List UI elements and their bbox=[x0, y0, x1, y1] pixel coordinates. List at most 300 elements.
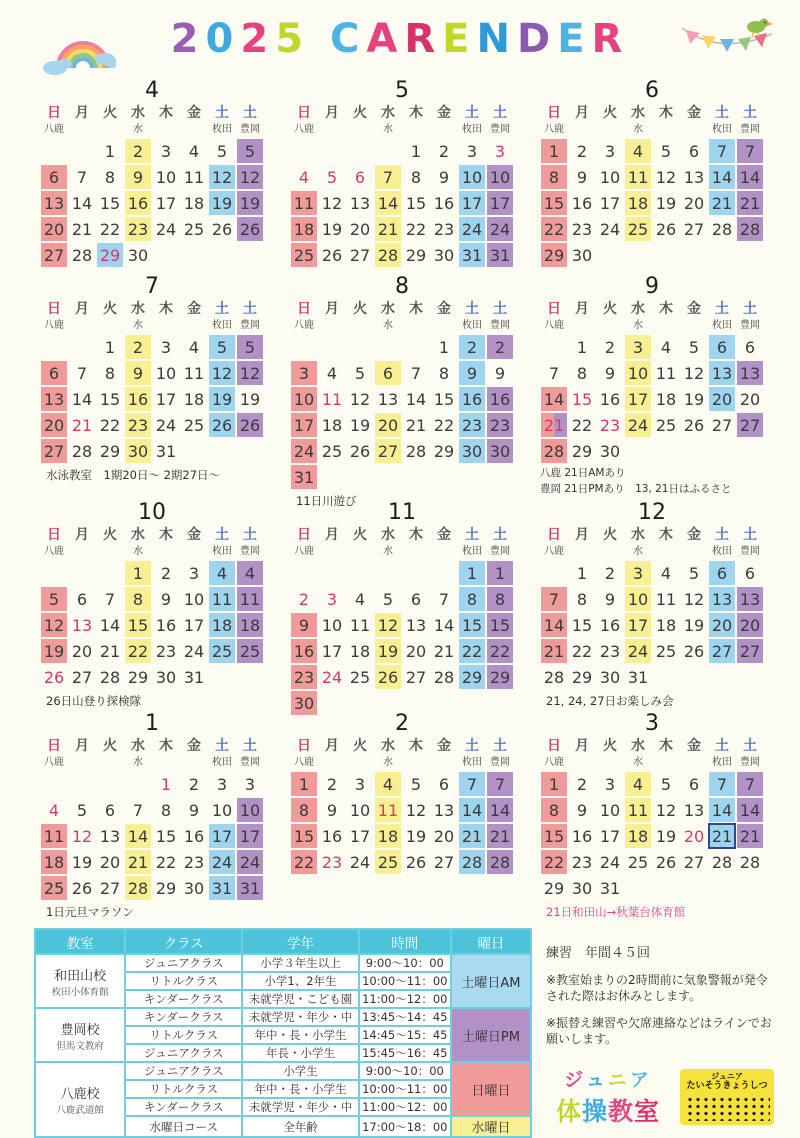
day-cell bbox=[374, 138, 402, 164]
day-cell: 5 bbox=[236, 334, 264, 360]
day-cell bbox=[236, 664, 264, 690]
day-cell: 6 bbox=[40, 360, 68, 386]
day-cell: 27 bbox=[374, 438, 402, 464]
day-cell: 15 bbox=[571, 615, 593, 635]
day-cell: 11 bbox=[624, 797, 652, 823]
day-cell: 15 bbox=[458, 612, 486, 638]
day-cell: 11 bbox=[624, 164, 652, 190]
venue-label: 八鹿 bbox=[294, 546, 314, 557]
day-cell: 3 bbox=[160, 337, 172, 357]
weekday-header: 火 bbox=[103, 527, 117, 543]
month-number: 8 bbox=[395, 274, 409, 299]
day-cell: 3 bbox=[624, 334, 652, 360]
venue-label: 枚田 bbox=[462, 757, 482, 768]
day-cell: 26 bbox=[208, 412, 236, 438]
venue-label: 枚田 bbox=[212, 546, 232, 557]
weekday-header: 日 bbox=[47, 527, 61, 543]
venue-label: 水 bbox=[383, 124, 393, 135]
day-cell: 28 bbox=[124, 875, 152, 901]
venue-spacer bbox=[68, 123, 96, 138]
day-cell: 7 bbox=[104, 589, 116, 609]
day-cell: 23 bbox=[183, 852, 205, 872]
day-cell: 25 bbox=[236, 638, 264, 664]
day-cell: 30 bbox=[290, 690, 318, 716]
day-cell: 29 bbox=[540, 242, 568, 268]
day-cell: 28 bbox=[736, 216, 764, 242]
venue-label: 枚田 bbox=[212, 320, 232, 331]
venue-spacer bbox=[152, 756, 180, 771]
day-cell: 12 bbox=[655, 167, 677, 187]
day-cell: 9 bbox=[290, 612, 318, 638]
venue-label: 水 bbox=[633, 546, 643, 557]
month-number: 12 bbox=[638, 500, 666, 525]
day-cell: 22 bbox=[99, 415, 121, 435]
day-cell: 29 bbox=[405, 245, 427, 265]
day-cell: 11 bbox=[236, 586, 264, 612]
day-cell: 21 bbox=[433, 641, 455, 661]
day-cell: 18 bbox=[374, 823, 402, 849]
venue-label: 枚田 bbox=[462, 124, 482, 135]
day-cell bbox=[736, 875, 764, 901]
day-cell: 4 bbox=[48, 800, 60, 820]
day-cell: 19 bbox=[405, 826, 427, 846]
venue-spacer bbox=[318, 319, 346, 334]
day-cell: 10 bbox=[624, 586, 652, 612]
day-cell: 17 bbox=[599, 826, 621, 846]
day-cell bbox=[374, 334, 402, 360]
time-cell: 10:00～11：00 bbox=[359, 972, 451, 990]
day-cell: 10 bbox=[349, 800, 371, 820]
logo-text bbox=[544, 1065, 672, 1128]
venue-spacer bbox=[596, 123, 624, 138]
title-letter: A bbox=[366, 16, 405, 62]
day-cell: 16 bbox=[599, 615, 621, 635]
day-cell: 1 bbox=[290, 771, 318, 797]
day-cell: 13 bbox=[736, 360, 764, 386]
day-cell: 27 bbox=[71, 667, 93, 687]
day-cell: 19 bbox=[655, 193, 677, 213]
weekday-header: 土 bbox=[215, 301, 229, 317]
venue-label: 豊岡 bbox=[740, 546, 760, 557]
day-cell: 14 bbox=[71, 389, 93, 409]
day-cell: 31 bbox=[486, 242, 514, 268]
day-cell: 1 bbox=[540, 771, 568, 797]
day-cell: 26 bbox=[405, 852, 427, 872]
day-cell bbox=[652, 664, 680, 690]
day-cell: 19 bbox=[208, 386, 236, 412]
day-cell: 23 bbox=[599, 641, 621, 661]
table-row bbox=[35, 954, 531, 972]
day-cell: 28 bbox=[405, 441, 427, 461]
day-cell: 5 bbox=[326, 167, 338, 187]
venue-label: 八鹿 bbox=[294, 124, 314, 135]
weekday-header: 土 bbox=[243, 738, 257, 754]
day-cell: 22 bbox=[99, 219, 121, 239]
day-cell: 25 bbox=[290, 242, 318, 268]
venue-label: 八鹿 bbox=[44, 320, 64, 331]
day-cell: 26 bbox=[655, 852, 677, 872]
class-cell: キンダークラス bbox=[125, 1008, 242, 1026]
weekday-header: 土 bbox=[215, 527, 229, 543]
day-cell: 2 bbox=[576, 774, 588, 794]
month-note: 11日川遊び bbox=[296, 494, 357, 508]
weekday-header: 木 bbox=[659, 105, 673, 121]
day-cell: 8 bbox=[438, 363, 450, 383]
venue-label: 八鹿 bbox=[44, 757, 64, 768]
weekday-header: 水 bbox=[381, 105, 395, 121]
day-cell: 27 bbox=[405, 667, 427, 687]
venue-label: 水 bbox=[383, 320, 393, 331]
logo-letter: ジ bbox=[564, 1069, 586, 1092]
day-cell: 12 bbox=[208, 164, 236, 190]
school-cell bbox=[35, 1062, 125, 1137]
day-cell: 7 bbox=[736, 771, 764, 797]
qr-dots-pattern bbox=[684, 1095, 770, 1121]
weekday-header: 金 bbox=[437, 527, 451, 543]
day-cell: 31 bbox=[627, 667, 649, 687]
day-cell bbox=[680, 664, 708, 690]
day-cell: 28 bbox=[458, 849, 486, 875]
class-cell: ジュニアクラス bbox=[125, 954, 242, 972]
day-cell bbox=[40, 771, 68, 797]
school-cell bbox=[35, 954, 125, 1008]
grade-cell: 未就学児・こども園 bbox=[242, 990, 358, 1008]
weekday-header: 月 bbox=[325, 105, 339, 121]
weekday-header: 月 bbox=[325, 738, 339, 754]
day-cell: 4 bbox=[660, 563, 672, 583]
day-cell: 29 bbox=[571, 667, 593, 687]
day-cell: 15 bbox=[124, 612, 152, 638]
day-cell: 14 bbox=[486, 797, 514, 823]
day-cell: 24 bbox=[183, 641, 205, 661]
table-header: 学年 bbox=[242, 929, 358, 954]
grade-cell: 小学３年生以上 bbox=[242, 954, 358, 972]
venue-label: 八鹿 bbox=[294, 320, 314, 331]
day-cell: 8 bbox=[458, 586, 486, 612]
day-cell: 4 bbox=[624, 771, 652, 797]
day-cell: 26 bbox=[71, 878, 93, 898]
weekday-header: 金 bbox=[437, 105, 451, 121]
weekday-header: 日 bbox=[547, 527, 561, 543]
day-cell: 16 bbox=[124, 386, 152, 412]
weekday-header: 火 bbox=[103, 105, 117, 121]
venue-label: 水 bbox=[633, 320, 643, 331]
day-cell bbox=[624, 875, 652, 901]
months-grid bbox=[0, 78, 800, 920]
school-name: 和田山校 bbox=[54, 968, 107, 984]
day-cell: 20 bbox=[99, 852, 121, 872]
day-cell: 13 bbox=[377, 389, 399, 409]
venue-spacer bbox=[68, 756, 96, 771]
day-cell: 20 bbox=[433, 826, 455, 846]
day-cell: 20 bbox=[405, 641, 427, 661]
day-cell: 5 bbox=[688, 337, 700, 357]
day-cell: 10 bbox=[236, 797, 264, 823]
day-cell: 3 bbox=[624, 560, 652, 586]
venue-spacer bbox=[96, 123, 124, 138]
day-cell: 25 bbox=[321, 441, 343, 461]
weekday-header: 火 bbox=[103, 738, 117, 754]
day-cell: 13 bbox=[349, 193, 371, 213]
day-cell: 6 bbox=[708, 560, 736, 586]
venue-spacer bbox=[680, 123, 708, 138]
weekday-header: 火 bbox=[353, 105, 367, 121]
day-cell: 5 bbox=[208, 334, 236, 360]
venue-spacer bbox=[68, 319, 96, 334]
day-cell: 30 bbox=[571, 878, 593, 898]
day-cell: 1 bbox=[576, 337, 588, 357]
venue-label: 豊岡 bbox=[490, 757, 510, 768]
day-cell: 28 bbox=[711, 219, 733, 239]
day-cell: 18 bbox=[624, 823, 652, 849]
day-cell: 15 bbox=[99, 193, 121, 213]
day-cell: 22 bbox=[486, 638, 514, 664]
venue-spacer bbox=[318, 123, 346, 138]
day-cell bbox=[318, 560, 346, 586]
day-cell: 8 bbox=[486, 586, 514, 612]
day-cell: 12 bbox=[405, 800, 427, 820]
bunting-icon bbox=[680, 18, 776, 80]
weekday-header: 土 bbox=[715, 301, 729, 317]
day-cell: 7 bbox=[410, 363, 422, 383]
weekday-header: 土 bbox=[743, 105, 757, 121]
day-cell bbox=[458, 464, 486, 490]
day-cell: 14 bbox=[708, 164, 736, 190]
day-cell: 8 bbox=[104, 167, 116, 187]
day-cell: 16 bbox=[155, 615, 177, 635]
day-cell bbox=[430, 464, 458, 490]
day-cell: 7 bbox=[438, 589, 450, 609]
day-cell: 17 bbox=[599, 193, 621, 213]
time-cell: 11:00～12：00 bbox=[359, 990, 451, 1008]
weekday-header: 木 bbox=[659, 738, 673, 754]
day-cell: 2 bbox=[604, 563, 616, 583]
day-cell: 1 bbox=[160, 774, 172, 794]
day-cell: 26 bbox=[349, 441, 371, 461]
weekday-header: 月 bbox=[575, 105, 589, 121]
weekday-header: 木 bbox=[409, 105, 423, 121]
day-cell: 11 bbox=[208, 586, 236, 612]
day-cell: 5 bbox=[216, 141, 228, 161]
day-cell: 3 bbox=[466, 141, 478, 161]
venue-label: 水 bbox=[383, 546, 393, 557]
day-cell: 23 bbox=[433, 219, 455, 239]
day-cell: 13 bbox=[40, 190, 68, 216]
weekday-header: 木 bbox=[159, 738, 173, 754]
day-cell: 2 bbox=[576, 141, 588, 161]
venue-label: 枚田 bbox=[712, 320, 732, 331]
day-cell: 21 bbox=[71, 415, 93, 435]
weekday-header: 土 bbox=[243, 527, 257, 543]
day-cell: 28 bbox=[433, 667, 455, 687]
day-cell: 29 bbox=[458, 664, 486, 690]
day-cell: 21 bbox=[71, 219, 93, 239]
venue-spacer bbox=[652, 123, 680, 138]
month-12 bbox=[538, 500, 766, 709]
day-cell: 21 bbox=[540, 638, 568, 664]
day-cell: 11 bbox=[655, 363, 677, 383]
day-cell: 10 bbox=[321, 615, 343, 635]
bottom-section bbox=[0, 922, 800, 1138]
day-cell: 21 bbox=[736, 823, 764, 849]
day-cell: 23 bbox=[486, 412, 514, 438]
class-cell: キンダークラス bbox=[125, 1098, 242, 1116]
table-header: 曜日 bbox=[451, 929, 531, 954]
day-cell: 5 bbox=[410, 774, 422, 794]
day-cell: 13 bbox=[708, 586, 736, 612]
day-cell: 23 bbox=[124, 412, 152, 438]
logo-line1 bbox=[544, 1065, 672, 1092]
venue-label: 八鹿 bbox=[294, 757, 314, 768]
day-cell: 8 bbox=[540, 164, 568, 190]
weekday-header: 土 bbox=[215, 738, 229, 754]
time-cell: 13:45～14：45 bbox=[359, 1008, 451, 1026]
weekday-header: 日 bbox=[297, 527, 311, 543]
weekday-header: 土 bbox=[715, 738, 729, 754]
day-cell: 16 bbox=[599, 389, 621, 409]
day-cell: 8 bbox=[576, 589, 588, 609]
class-cell: リトルクラス bbox=[125, 1026, 242, 1044]
weekday-header: 土 bbox=[715, 105, 729, 121]
day-cell: 6 bbox=[744, 337, 756, 357]
day-cell: 29 bbox=[486, 664, 514, 690]
day-cell: 15 bbox=[433, 389, 455, 409]
day-cell: 29 bbox=[155, 878, 177, 898]
day-cell: 4 bbox=[208, 560, 236, 586]
venue-spacer bbox=[568, 123, 596, 138]
day-cell: 30 bbox=[183, 878, 205, 898]
weekday-header: 火 bbox=[603, 527, 617, 543]
venue-spacer bbox=[96, 545, 124, 560]
venue-label: 豊岡 bbox=[240, 320, 260, 331]
title-letter: E bbox=[557, 16, 592, 62]
day-cell: 3 bbox=[188, 563, 200, 583]
day-cell: 26 bbox=[211, 219, 233, 239]
day-cell: 19 bbox=[236, 190, 264, 216]
logo-letter: ュ bbox=[585, 1069, 608, 1092]
day-cell: 3 bbox=[160, 141, 172, 161]
day-cell: 31 bbox=[155, 441, 177, 461]
day-cell: 24 bbox=[624, 638, 652, 664]
day-cell: 20 bbox=[736, 612, 764, 638]
weekday-header: 日 bbox=[297, 105, 311, 121]
venue-spacer bbox=[346, 319, 374, 334]
day-cell: 22 bbox=[540, 216, 568, 242]
venue-spacer bbox=[430, 545, 458, 560]
month-number: 2 bbox=[395, 711, 409, 736]
venue-spacer bbox=[96, 756, 124, 771]
venue-spacer bbox=[68, 545, 96, 560]
weekday-header: 土 bbox=[493, 738, 507, 754]
month-number: 1 bbox=[145, 711, 159, 736]
venue-spacer bbox=[568, 319, 596, 334]
day-cell: 24 bbox=[599, 852, 621, 872]
day-cell: 17 bbox=[349, 826, 371, 846]
day-cell bbox=[346, 560, 374, 586]
day-cell bbox=[402, 560, 430, 586]
day-cell: 3 bbox=[244, 774, 256, 794]
day-cell bbox=[346, 464, 374, 490]
venue-spacer bbox=[430, 123, 458, 138]
day-cell: 31 bbox=[183, 667, 205, 687]
day-cell: 13 bbox=[99, 826, 121, 846]
weekday-header: 水 bbox=[131, 105, 145, 121]
day-cell: 18 bbox=[208, 612, 236, 638]
school-name: 豊岡校 bbox=[60, 1022, 100, 1038]
grade-cell: 小学1、2年生 bbox=[242, 972, 358, 990]
weekday-header: 土 bbox=[465, 527, 479, 543]
day-cell bbox=[236, 242, 264, 268]
venue-label: 八鹿 bbox=[544, 320, 564, 331]
day-cell: 27 bbox=[349, 245, 371, 265]
weather-warning-note: ※教室始まりの2時間前に気象警報が発令された際はお休みとします。 bbox=[546, 973, 768, 1003]
day-cell: 17 bbox=[208, 823, 236, 849]
weekday-header: 土 bbox=[493, 527, 507, 543]
weekday-header: 火 bbox=[353, 738, 367, 754]
day-cell: 2 bbox=[298, 589, 310, 609]
day-cell: 27 bbox=[736, 638, 764, 664]
day-cell: 6 bbox=[410, 589, 422, 609]
day-cell: 13 bbox=[708, 360, 736, 386]
weekday-header: 土 bbox=[715, 527, 729, 543]
month-number: 10 bbox=[138, 500, 166, 525]
school-venue: 八鹿武道館 bbox=[56, 1105, 104, 1116]
day-cell: 12 bbox=[349, 389, 371, 409]
day-cell bbox=[540, 334, 568, 360]
day-cell: 30 bbox=[433, 245, 455, 265]
weekday-header: 月 bbox=[75, 527, 89, 543]
day-cell: 23 bbox=[599, 415, 621, 435]
day-cell: 30 bbox=[486, 438, 514, 464]
weekday-header: 金 bbox=[687, 301, 701, 317]
day-cell bbox=[346, 138, 374, 164]
venue-label: 枚田 bbox=[712, 546, 732, 557]
day-cell bbox=[318, 138, 346, 164]
day-cell: 9 bbox=[458, 360, 486, 386]
day-cell: 26 bbox=[43, 667, 65, 687]
weekday-header: 木 bbox=[409, 738, 423, 754]
time-cell: 9:00～10：00 bbox=[359, 1062, 451, 1080]
day-cell: 20 bbox=[40, 216, 68, 242]
day-cell: 17 bbox=[458, 190, 486, 216]
day-cell: 27 bbox=[40, 242, 68, 268]
day-cell: 15 bbox=[99, 389, 121, 409]
venue-label: 水 bbox=[133, 320, 143, 331]
day-cell: 2 bbox=[188, 774, 200, 794]
grade-cell: 年長・小学生 bbox=[242, 1044, 358, 1062]
month-10 bbox=[38, 500, 266, 709]
day-cell: 20 bbox=[683, 826, 705, 846]
class-cell: ジュニアクラス bbox=[125, 1062, 242, 1080]
day-cell: 2 bbox=[326, 774, 338, 794]
day-cell: 17 bbox=[155, 193, 177, 213]
day-cell: 5 bbox=[354, 363, 366, 383]
day-cell bbox=[124, 771, 152, 797]
month-number: 7 bbox=[145, 274, 159, 299]
day-cell: 14 bbox=[540, 386, 568, 412]
schedule-table-body bbox=[35, 929, 531, 1137]
day-cell bbox=[290, 138, 318, 164]
day-cell: 9 bbox=[160, 589, 172, 609]
day-cell: 20 bbox=[349, 219, 371, 239]
day-cell: 16 bbox=[433, 193, 455, 213]
grade-cell: 小学生 bbox=[242, 1062, 358, 1080]
venue-spacer bbox=[430, 319, 458, 334]
day-cell: 6 bbox=[744, 563, 756, 583]
weekday-cell: 水曜日 bbox=[451, 1116, 531, 1137]
month-number: 11 bbox=[388, 500, 416, 525]
day-cell: 31 bbox=[599, 878, 621, 898]
